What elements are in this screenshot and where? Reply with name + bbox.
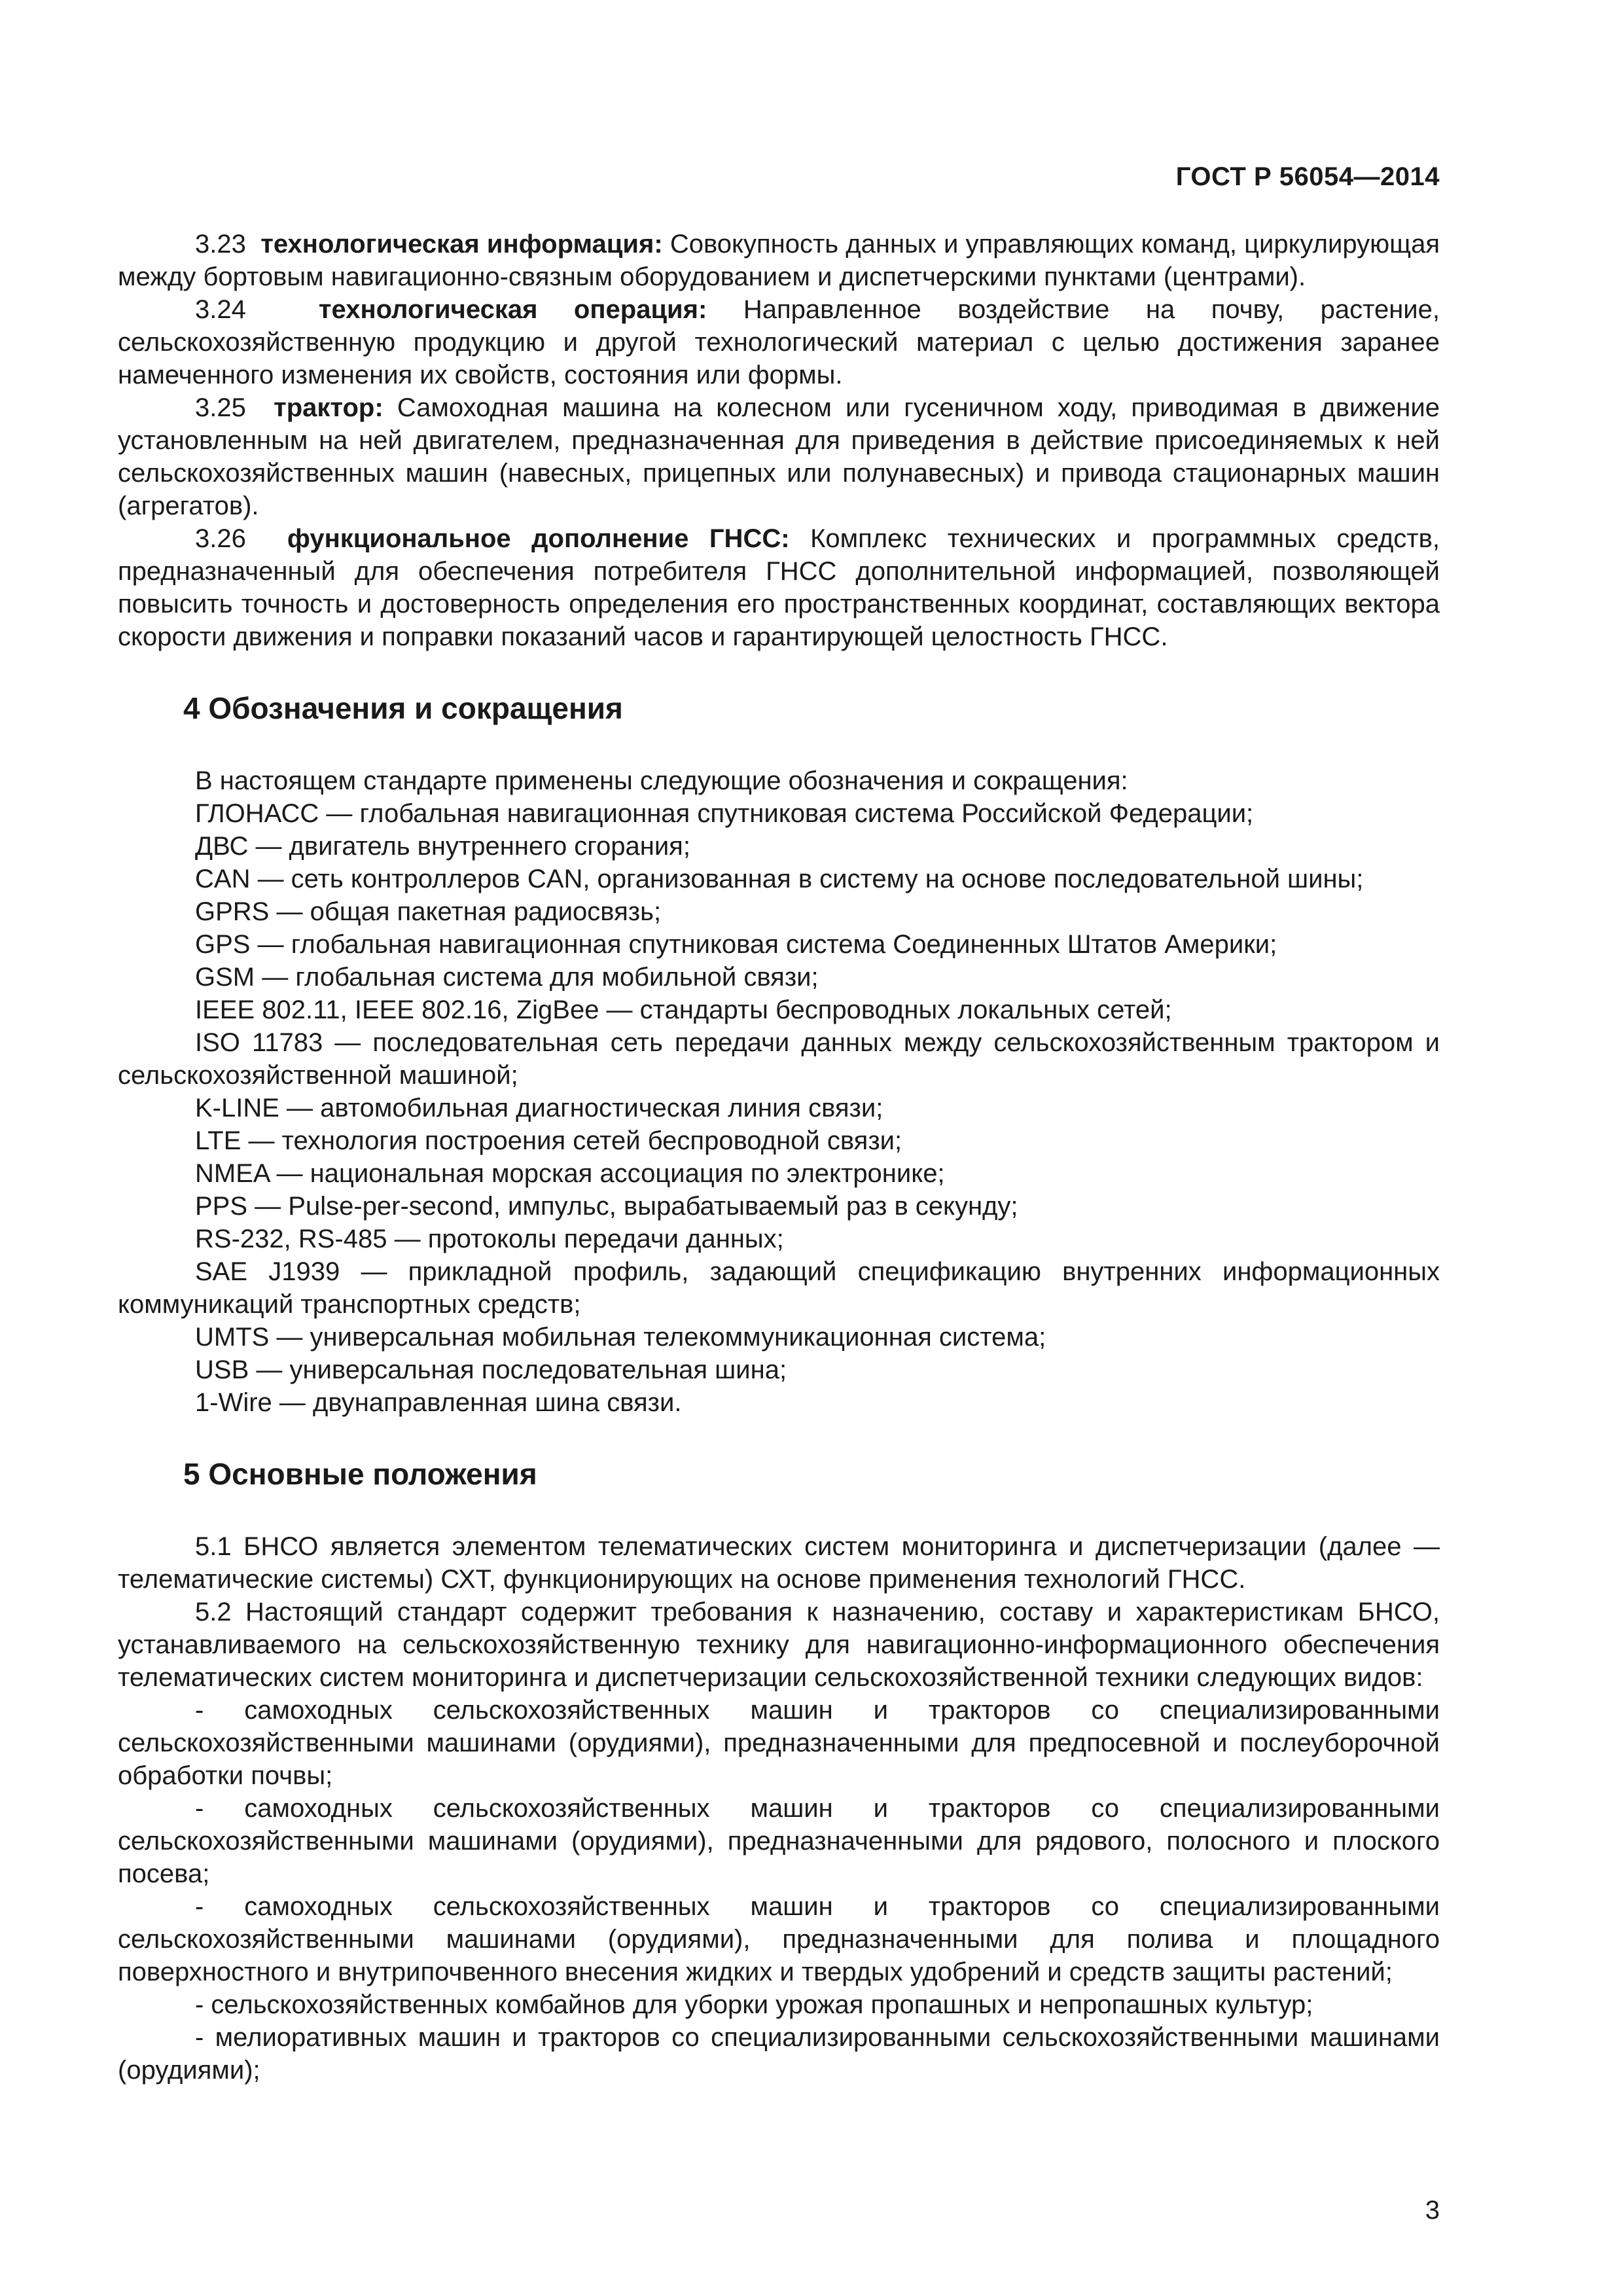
term-definition: Комплекс технических и программных средств, предназначенный для обеспечения потребителя ГНСС дополнительной информацией, позволяющей повысить точность и достоверность определения его пространственных координат, составляющих вектора скорости движения и поправки показаний часов и гарантирующей целостность ГНСС. bbox=[118, 524, 1440, 651]
term-paragraph bbox=[118, 228, 1440, 293]
document-page bbox=[118, 131, 1440, 2225]
list-item: - сельскохозяйственных комбайнов для уборки урожая пропашных и непропашных культур; bbox=[195, 1990, 1313, 2019]
abbreviation-item: NMEA — национальная морская ассоциация по электронике; bbox=[195, 1159, 945, 1188]
term-definition: Совокупность данных и управляющих команд, циркулирующая между бортовым навигационно-связным оборудованием и диспетчерскими пунктами (центрами). bbox=[118, 230, 1440, 291]
section-5-paragraph: 5.2 Настоящий стандарт содержит требования к назначению, составу и характеристикам БНСО, устанавливаемого на сельскохозяйственную технику для навигационно-информационного обеспечения телематических систем мониторинга и диспетчеризации сельскохозяйственной техники следующих видов: bbox=[118, 1598, 1440, 1692]
page-number: 3 bbox=[1425, 2196, 1440, 2225]
abbreviation-item: CAN — сеть контроллеров CAN, организованная в систему на основе последовательной шины; bbox=[195, 865, 1364, 893]
abbreviation-item: K-LINE — автомобильная диагностическая линия связи; bbox=[195, 1094, 883, 1122]
abbreviation-item: RS-232, RS-485 — протоколы передачи данных; bbox=[195, 1225, 784, 1253]
term-paragraph bbox=[118, 522, 1440, 653]
term-number: 3.23 bbox=[195, 230, 246, 259]
abbreviation-item: ISO 11783 — последовательная сеть передачи данных между сельскохозяйственным трактором и сельскохозяйственной машиной; bbox=[118, 1028, 1440, 1090]
term-number: 3.25 bbox=[195, 393, 246, 422]
term-paragraph bbox=[118, 391, 1440, 522]
term-definition: Самоходная машина на колесном или гусеничном ходу, приводимая в движение установленным на ней двигателем, предназначенная для приведения в действие присоединяемых к ней сельскохозяйственных машин (навесных, прицепных или полунавесных) и привода стационарных машин (агрегатов). bbox=[118, 393, 1440, 520]
document-body bbox=[118, 228, 1440, 2087]
list-item: - самоходных сельскохозяйственных машин и тракторов со специализированными сельскохозяйственными машинами (орудиями), предназначенными для рядового, полосного и плоского посева; bbox=[118, 1794, 1440, 1888]
abbreviation-item: PPS — Pulse-per-second, импульс, вырабатываемый раз в секунду; bbox=[195, 1192, 1018, 1221]
abbreviation-item: GPRS — общая пакетная радиосвязь; bbox=[195, 897, 662, 926]
section-5-title: 5 Основные положения bbox=[183, 1457, 537, 1491]
document-header: ГОСТ Р 56054—2014 bbox=[1175, 162, 1440, 191]
term-name: трактор: bbox=[274, 393, 383, 422]
abbreviation-item: GPS — глобальная навигационная спутниковая система Соединенных Штатов Америки; bbox=[195, 930, 1277, 959]
term-number: 3.26 bbox=[195, 524, 246, 553]
term-name: функциональное дополнение ГНСС: bbox=[287, 524, 790, 553]
term-name: технологическая информация: bbox=[260, 230, 663, 259]
abbreviation-item: USB — универсальная последовательная шина; bbox=[195, 1355, 787, 1384]
list-item: - самоходных сельскохозяйственных машин и тракторов со специализированными сельскохозяйственными машинами (орудиями), предназначенными для предпосевной и послеуборочной обработки почвы; bbox=[118, 1696, 1440, 1790]
abbreviation-item: 1-Wire — двунаправленная шина связи. bbox=[195, 1388, 682, 1417]
abbreviation-item: ГЛОНАСС — глобальная навигационная спутниковая система Российской Федерации; bbox=[195, 799, 1254, 828]
section-5-paragraph: 5.1 БНСО является элементом телематических систем мониторинга и диспетчеризации (далее — телематические системы) СХТ, функционирующих на основе применения технологий ГНСС. bbox=[118, 1532, 1440, 1594]
list-item: - самоходных сельскохозяйственных машин и тракторов со специализированными сельскохозяйственными машинами (орудиями), предназначенными для полива и площадного поверхностного и внутрипочвенного внесения жидких и твердых удобрений и средств защиты растений; bbox=[118, 1892, 1440, 1986]
abbreviation-item: UMTS — универсальная мобильная телекоммуникационная система; bbox=[195, 1323, 1046, 1352]
term-definition: Направленное воздействие на почву, растение, сельскохозяйственную продукцию и другой технологический материал с целью достижения заранее намеченного изменения их свойств, состояния или формы. bbox=[118, 295, 1440, 389]
abbreviation-item: GSM — глобальная система для мобильной связи; bbox=[195, 963, 819, 992]
abbreviation-item: SAE J1939 — прикладной профиль, задающий спецификацию внутренних информационных коммуникаций транспортных средств; bbox=[118, 1257, 1440, 1319]
abbreviation-item: LTE — технология построения сетей беспроводной связи; bbox=[195, 1126, 902, 1155]
list-item: - мелиоративных машин и тракторов со специализированными сельскохозяйственными машинами (орудиями); bbox=[118, 2023, 1440, 2085]
abbreviation-item: IEEE 802.11, IEEE 802.16, ZigBee — стандарты беспроводных локальных сетей; bbox=[195, 996, 1172, 1024]
term-number: 3.24 bbox=[195, 295, 246, 324]
term-paragraph bbox=[118, 293, 1440, 391]
section-4-title: 4 Обозначения и сокращения bbox=[183, 691, 623, 725]
abbreviation-item: ДВС — двигатель внутреннего сгорания; bbox=[195, 832, 690, 861]
term-name: технологическая операция: bbox=[318, 295, 707, 324]
section-4-intro: В настоящем стандарте применены следующие обозначения и сокращения: bbox=[195, 766, 1128, 795]
